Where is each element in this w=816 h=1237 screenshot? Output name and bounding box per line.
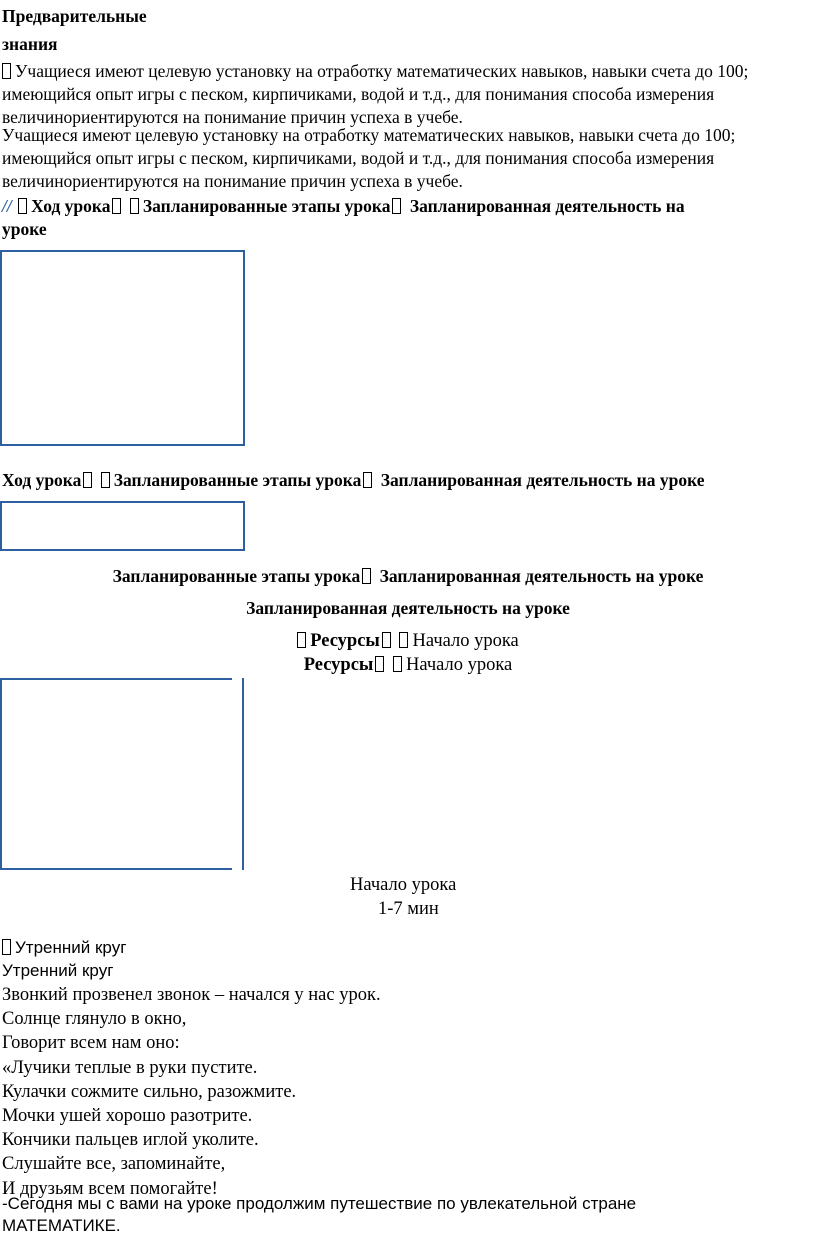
morning-circle-title-2: Утренний круг [2, 961, 114, 980]
bullet-icon [18, 198, 27, 214]
resources-line-1: Ресурсы Начало урока [0, 631, 816, 652]
bullet-icon [2, 63, 11, 79]
bullet-icon [382, 632, 391, 648]
verse-line: Звонкий прозвенел звонок – начался у нас урок. [2, 985, 381, 1005]
frame-edge-bottom [0, 868, 232, 870]
heading-prior-line1: Предварительные [2, 6, 147, 26]
heading-prior-line2: знания [2, 34, 58, 54]
frame-edge-top [0, 678, 232, 680]
verse-line: Слушайте все, запоминайте, [2, 1154, 226, 1175]
bullet-icon [392, 198, 401, 214]
lesson-header-3: Запланированные этапы урока Запланированная деятельность на уроке [112, 566, 704, 586]
lesson-header-2: Ход урока Запланированные этапы урока Запланированная деятельность на уроке [2, 470, 705, 490]
prior-paragraph-2 [2, 124, 735, 193]
closing-text [2, 1193, 636, 1237]
bullet-icon [101, 472, 110, 488]
paragraph-line: Учащиеся имеют целевую установку на отработку математических навыков, навыки счета до 100; [2, 125, 736, 145]
lesson-start-label: Начало урока [350, 875, 457, 895]
bullet-icon [375, 656, 384, 672]
frame-box-1 [0, 250, 245, 446]
bullet-icon [362, 568, 371, 584]
frame-box-2 [0, 501, 245, 551]
paragraph-line: Учащиеся имеют целевую установку на отработку математических навыков, навыки счета до 100; [2, 60, 748, 83]
frame-edge-right [242, 678, 244, 870]
bullet-icon [297, 632, 306, 648]
bullet-icon [112, 198, 121, 214]
morning-verse [2, 983, 381, 1201]
prior-paragraph-1 [2, 60, 748, 129]
verse-line: Кончики пальцев иглой уколите. [2, 1130, 259, 1151]
bullet-icon [83, 472, 92, 488]
paragraph-line: величинориентируются на понимание причин успеха в учебе. [2, 171, 463, 191]
lesson-duration: 1-7 мин [378, 899, 439, 919]
verse-line: Мочки ушей хорошо разотрите. [2, 1106, 253, 1127]
closing-line: МАТЕМАТИКЕ. [2, 1216, 121, 1235]
verse-line: Говорит всем нам оно: [2, 1033, 180, 1054]
paragraph-line: имеющийся опыт игры с песком, кирпичиками, водой и т.д., для понимания способа измерения [2, 84, 715, 104]
lesson-header-1: // Ход урока Запланированные этапы урока Запланированная деятельность на уроке [2, 196, 685, 239]
verse-line: Солнце глянуло в окно, [2, 1009, 187, 1030]
frame-edge-left [0, 678, 2, 870]
verse-line: И друзьям всем помогайте! [2, 1178, 218, 1199]
bullet-icon [130, 198, 139, 214]
lesson-header-4: Запланированная деятельность на уроке [246, 598, 570, 618]
verse-line: Кулачки сожмите сильно, разожмите. [2, 1081, 297, 1102]
paragraph-line: имеющийся опыт игры с песком, кирпичиками, водой и т.д., для понимания способа измерения [2, 148, 715, 168]
closing-line: -Сегодня мы с вами на уроке продолжим путешествие по увлекательной стране [2, 1194, 637, 1213]
morning-circle-title-1: Утренний круг [2, 938, 126, 958]
bullet-icon [399, 632, 408, 648]
bullet-icon [2, 939, 11, 955]
slash-mark: // [2, 196, 12, 216]
paragraph-line: величинориентируются на понимание причин успеха в учебе. [2, 107, 463, 127]
verse-line: «Лучики теплые в руки пустите. [2, 1057, 258, 1078]
bullet-icon [393, 656, 402, 672]
header-wrap-line: уроке [2, 219, 47, 239]
resources-line-2: Ресурсы Начало урока [303, 655, 513, 675]
bullet-icon [363, 472, 372, 488]
